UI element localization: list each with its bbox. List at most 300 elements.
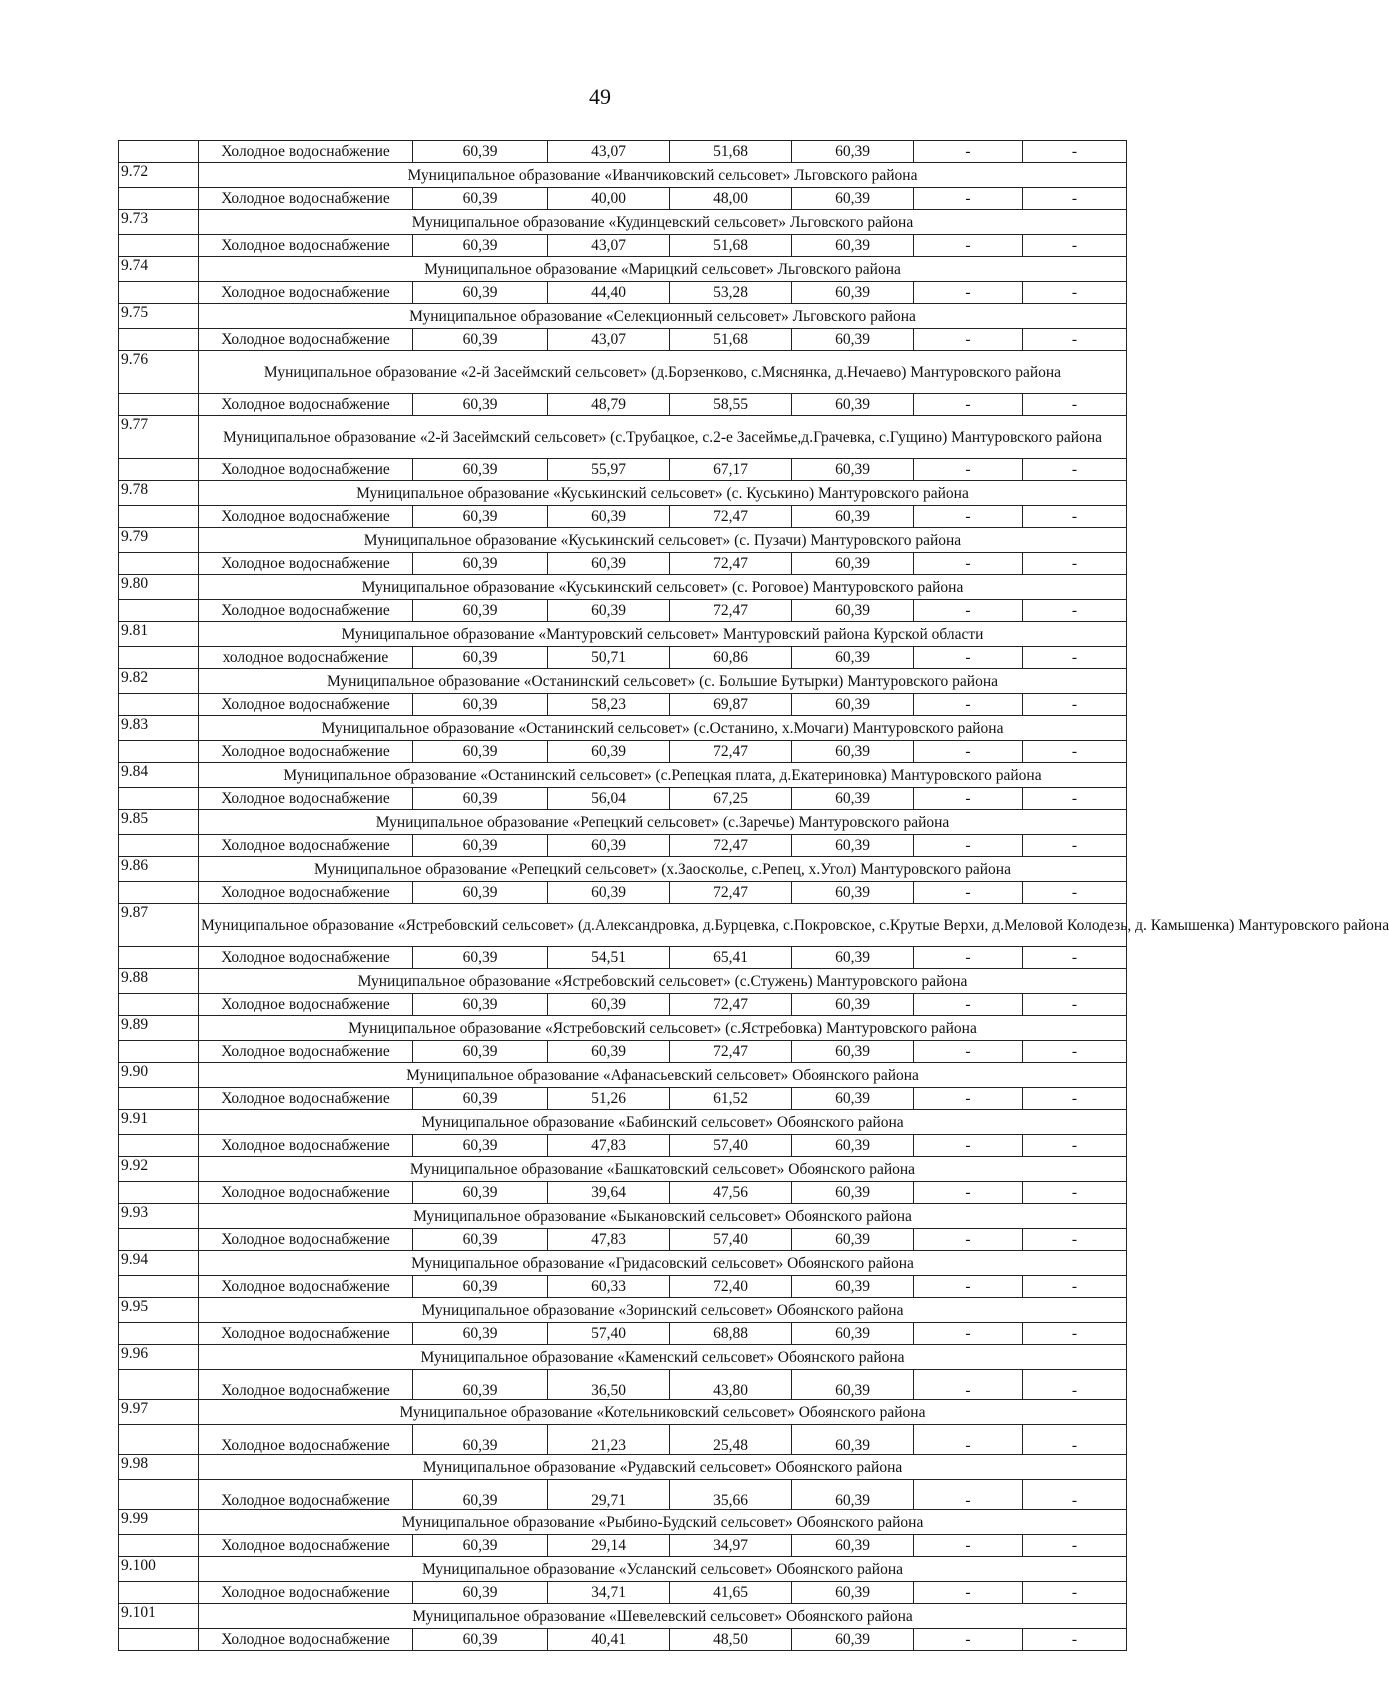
municipality-title: Муниципальное образование «Репецкий сельсовет» (х.Заосколье, с.Репец, х.Угол) Мантуровского района — [199, 857, 1127, 882]
section-number: 9.98 — [119, 1455, 199, 1480]
section-number: 9.91 — [119, 1110, 199, 1135]
section-title-row — [119, 1063, 1127, 1088]
tariff-value-cell: 60,39 — [792, 394, 914, 416]
dash-cell: - — [1023, 141, 1127, 163]
service-row — [119, 235, 1127, 257]
empty-number-cell — [119, 553, 199, 575]
service-name-cell: Холодное водоснабжение — [199, 459, 413, 481]
section-title-row — [119, 1157, 1127, 1182]
dash-cell: - — [914, 1276, 1023, 1298]
tariff-value-cell: 60,39 — [792, 1182, 914, 1204]
section-number: 9.87 — [119, 904, 199, 947]
municipality-title: Муниципальное образование «Усланский сельсовет» Обоянского района — [199, 1557, 1127, 1582]
section-number: 9.73 — [119, 210, 199, 235]
tariff-value-cell: 60,39 — [792, 1370, 914, 1400]
tariff-value-cell: 35,66 — [670, 1480, 792, 1510]
section-title-row — [119, 622, 1127, 647]
service-name-cell: Холодное водоснабжение — [199, 329, 413, 351]
municipality-title: Муниципальное образование «Афанасьевский сельсовет» Обоянского района — [199, 1063, 1127, 1088]
service-name-cell: Холодное водоснабжение — [199, 1182, 413, 1204]
section-number: 9.79 — [119, 528, 199, 553]
tariff-value-cell: 60,39 — [792, 947, 914, 969]
tariff-value-cell: 48,00 — [670, 188, 792, 210]
municipality-title: Муниципальное образование «2-й Засеймский сельсовет» (с.Трубацкое, с.2-е Засеймье,д.Грачевка, с.Гущино) Мантуровского района — [199, 416, 1127, 459]
dash-cell: - — [1023, 188, 1127, 210]
tariff-value-cell: 60,39 — [413, 1480, 548, 1510]
empty-number-cell — [119, 694, 199, 716]
empty-number-cell — [119, 1370, 199, 1400]
service-row — [119, 1276, 1127, 1298]
tariff-value-cell: 60,86 — [670, 647, 792, 669]
tariff-value-cell: 60,39 — [413, 506, 548, 528]
tariff-value-cell: 60,39 — [548, 741, 670, 763]
tariff-value-cell: 54,51 — [548, 947, 670, 969]
section-title-row — [119, 1204, 1127, 1229]
tariff-value-cell: 60,39 — [413, 600, 548, 622]
municipality-title: Муниципальное образование «Кудинцевский сельсовет» Льговского района — [199, 210, 1127, 235]
dash-cell: - — [1023, 1535, 1127, 1557]
dash-cell: - — [1023, 235, 1127, 257]
dash-cell: - — [1023, 1582, 1127, 1604]
dash-cell: - — [914, 1370, 1023, 1400]
tariff-value-cell: 60,39 — [792, 994, 914, 1016]
municipality-title: Муниципальное образование «Мантуровский сельсовет» Мантуровский района Курской области — [199, 622, 1127, 647]
tariff-value-cell: 40,41 — [548, 1629, 670, 1651]
municipality-title: Муниципальное образование «Зоринский сельсовет» Обоянского района — [199, 1298, 1127, 1323]
tariff-value-cell: 60,39 — [792, 1425, 914, 1455]
dash-cell: - — [914, 647, 1023, 669]
tariff-value-cell: 60,39 — [413, 1088, 548, 1110]
tariff-value-cell: 48,50 — [670, 1629, 792, 1651]
tariff-value-cell: 60,39 — [792, 141, 914, 163]
section-title-row — [119, 810, 1127, 835]
section-number: 9.92 — [119, 1157, 199, 1182]
service-name-cell: Холодное водоснабжение — [199, 1535, 413, 1557]
service-name-cell: Холодное водоснабжение — [199, 141, 413, 163]
service-row — [119, 694, 1127, 716]
tariff-value-cell: 25,48 — [670, 1425, 792, 1455]
tariff-value-cell: 53,28 — [670, 282, 792, 304]
tariff-value-cell: 34,97 — [670, 1535, 792, 1557]
tariff-value-cell: 39,64 — [548, 1182, 670, 1204]
municipality-title: Муниципальное образование «Котельниковский сельсовет» Обоянского района — [199, 1400, 1127, 1425]
municipality-title: Муниципальное образование «Шевелевский сельсовет» Обоянского района — [199, 1604, 1127, 1629]
dash-cell: - — [1023, 994, 1127, 1016]
service-name-cell: Холодное водоснабжение — [199, 882, 413, 904]
section-title-row — [119, 1298, 1127, 1323]
tariff-value-cell: 60,39 — [792, 1629, 914, 1651]
municipality-title: Муниципальное образование «Каменский сельсовет» Обоянского района — [199, 1345, 1127, 1370]
tariff-value-cell: 60,39 — [413, 1276, 548, 1298]
municipality-title: Муниципальное образование «Селекционный сельсовет» Льговского района — [199, 304, 1127, 329]
service-name-cell: Холодное водоснабжение — [199, 1582, 413, 1604]
tariff-value-cell: 60,39 — [792, 1041, 914, 1063]
section-number: 9.94 — [119, 1251, 199, 1276]
dash-cell: - — [1023, 788, 1127, 810]
tariff-value-cell: 60,39 — [548, 835, 670, 857]
section-number: 9.84 — [119, 763, 199, 788]
tariff-value-cell: 60,39 — [413, 329, 548, 351]
section-title-row — [119, 1557, 1127, 1582]
tariff-value-cell: 40,00 — [548, 188, 670, 210]
dash-cell: - — [1023, 947, 1127, 969]
service-row — [119, 1135, 1127, 1157]
municipality-title: Муниципальное образование «Ястребовский сельсовет» (с.Стужень) Мантуровского района — [199, 969, 1127, 994]
service-name-cell: Холодное водоснабжение — [199, 553, 413, 575]
municipality-title: Муниципальное образование «Останинский сельсовет» (с.Останино, х.Мочаги) Мантуровского района — [199, 716, 1127, 741]
tariff-value-cell: 47,83 — [548, 1229, 670, 1251]
tariff-value-cell: 60,39 — [792, 506, 914, 528]
tariff-value-cell: 21,23 — [548, 1425, 670, 1455]
section-number: 9.76 — [119, 351, 199, 394]
section-title-row — [119, 575, 1127, 600]
tariff-value-cell: 47,83 — [548, 1135, 670, 1157]
dash-cell: - — [1023, 1182, 1127, 1204]
tariff-value-cell: 60,33 — [548, 1276, 670, 1298]
tariff-value-cell: 60,39 — [413, 788, 548, 810]
dash-cell: - — [914, 1425, 1023, 1455]
tariff-value-cell: 61,52 — [670, 1088, 792, 1110]
dash-cell: - — [1023, 741, 1127, 763]
tariff-value-cell: 58,23 — [548, 694, 670, 716]
tariff-value-cell: 60,39 — [792, 1229, 914, 1251]
tariff-value-cell: 72,47 — [670, 1041, 792, 1063]
tariff-value-cell: 72,47 — [670, 994, 792, 1016]
section-title-row — [119, 163, 1127, 188]
service-row — [119, 882, 1127, 904]
dash-cell: - — [1023, 1135, 1127, 1157]
empty-number-cell — [119, 1582, 199, 1604]
municipality-title: Муниципальное образование «Останинский сельсовет» (с. Большие Бутырки) Мантуровского района — [199, 669, 1127, 694]
tariff-value-cell: 44,40 — [548, 282, 670, 304]
tariff-value-cell: 60,39 — [413, 394, 548, 416]
tariff-value-cell: 60,39 — [792, 600, 914, 622]
dash-cell: - — [1023, 600, 1127, 622]
service-row — [119, 1088, 1127, 1110]
dash-cell: - — [914, 1480, 1023, 1510]
service-row — [119, 329, 1127, 351]
tariff-value-cell: 67,17 — [670, 459, 792, 481]
empty-number-cell — [119, 1182, 199, 1204]
dash-cell: - — [1023, 1323, 1127, 1345]
tariff-value-cell: 57,40 — [548, 1323, 670, 1345]
service-row — [119, 506, 1127, 528]
service-row — [119, 741, 1127, 763]
tariff-value-cell: 60,39 — [413, 1182, 548, 1204]
dash-cell: - — [914, 1582, 1023, 1604]
tariff-value-cell: 60,39 — [413, 1582, 548, 1604]
tariff-value-cell: 60,39 — [792, 694, 914, 716]
section-number: 9.89 — [119, 1016, 199, 1041]
municipality-title: Муниципальное образование «Башкатовский сельсовет» Обоянского района — [199, 1157, 1127, 1182]
section-title-row — [119, 257, 1127, 282]
tariff-value-cell: 60,39 — [792, 235, 914, 257]
tariff-value-cell: 72,47 — [670, 882, 792, 904]
section-number: 9.93 — [119, 1204, 199, 1229]
section-title-row — [119, 481, 1127, 506]
section-number: 9.82 — [119, 669, 199, 694]
municipality-title: Муниципальное образование «Ястребовский сельсовет» (с.Ястребовка) Мантуровского района — [199, 1016, 1127, 1041]
empty-number-cell — [119, 1425, 199, 1455]
section-title-row — [119, 1345, 1127, 1370]
empty-number-cell — [119, 506, 199, 528]
tariff-value-cell: 60,39 — [413, 1629, 548, 1651]
dash-cell: - — [914, 506, 1023, 528]
service-row — [119, 553, 1127, 575]
section-number: 9.99 — [119, 1510, 199, 1535]
tariff-value-cell: 51,68 — [670, 141, 792, 163]
dash-cell: - — [1023, 282, 1127, 304]
tariff-value-cell: 43,07 — [548, 329, 670, 351]
empty-number-cell — [119, 394, 199, 416]
dash-cell: - — [1023, 1480, 1127, 1510]
dash-cell: - — [914, 788, 1023, 810]
municipality-title: Муниципальное образование «Куськинский сельсовет» (с. Пузачи) Мантуровского района — [199, 528, 1127, 553]
tariff-value-cell: 60,39 — [413, 1135, 548, 1157]
dash-cell: - — [1023, 1041, 1127, 1063]
service-name-cell: Холодное водоснабжение — [199, 694, 413, 716]
tariff-value-cell: 60,39 — [413, 553, 548, 575]
service-name-cell: Холодное водоснабжение — [199, 741, 413, 763]
dash-cell: - — [914, 459, 1023, 481]
service-row — [119, 600, 1127, 622]
section-title-row — [119, 210, 1127, 235]
service-name-cell: Холодное водоснабжение — [199, 506, 413, 528]
tariff-value-cell: 60,39 — [792, 882, 914, 904]
dash-cell: - — [1023, 1370, 1127, 1400]
empty-number-cell — [119, 1276, 199, 1298]
dash-cell: - — [914, 994, 1023, 1016]
service-row — [119, 1425, 1127, 1455]
service-name-cell: Холодное водоснабжение — [199, 1480, 413, 1510]
empty-number-cell — [119, 282, 199, 304]
tariff-value-cell: 60,39 — [413, 1041, 548, 1063]
dash-cell: - — [914, 553, 1023, 575]
dash-cell: - — [914, 600, 1023, 622]
empty-number-cell — [119, 1041, 199, 1063]
service-row — [119, 394, 1127, 416]
tariff-value-cell: 65,41 — [670, 947, 792, 969]
tariff-value-cell: 60,39 — [413, 947, 548, 969]
dash-cell: - — [1023, 1425, 1127, 1455]
section-title-row — [119, 857, 1127, 882]
section-number: 9.77 — [119, 416, 199, 459]
empty-number-cell — [119, 1088, 199, 1110]
tariff-value-cell: 60,39 — [413, 235, 548, 257]
dash-cell: - — [914, 882, 1023, 904]
service-row — [119, 141, 1127, 163]
dash-cell: - — [1023, 835, 1127, 857]
tariff-value-cell: 43,80 — [670, 1370, 792, 1400]
tariff-value-cell: 29,71 — [548, 1480, 670, 1510]
section-number: 9.78 — [119, 481, 199, 506]
dash-cell: - — [914, 1535, 1023, 1557]
tariff-value-cell: 36,50 — [548, 1370, 670, 1400]
municipality-title: Муниципальное образование «Быкановский сельсовет» Обоянского района — [199, 1204, 1127, 1229]
tariff-value-cell: 60,39 — [792, 741, 914, 763]
tariff-value-cell: 57,40 — [670, 1229, 792, 1251]
tariff-value-cell: 60,39 — [548, 1041, 670, 1063]
municipality-title: Муниципальное образование «Ястребовский сельсовет» (д.Александровка, д.Бурцевка, с.Покровское, с.Крутые Верхи, д.Меловой Колодезь, д. Камышенка) Мантуровского района — [199, 904, 1127, 947]
tariff-value-cell: 69,87 — [670, 694, 792, 716]
dash-cell: - — [914, 1041, 1023, 1063]
tariff-value-cell: 43,07 — [548, 141, 670, 163]
dash-cell: - — [914, 394, 1023, 416]
tariff-value-cell: 60,39 — [548, 553, 670, 575]
tariff-value-cell: 47,56 — [670, 1182, 792, 1204]
empty-number-cell — [119, 1323, 199, 1345]
dash-cell: - — [914, 188, 1023, 210]
service-row — [119, 835, 1127, 857]
service-name-cell: Холодное водоснабжение — [199, 282, 413, 304]
service-row — [119, 1535, 1127, 1557]
tariff-value-cell: 60,39 — [413, 741, 548, 763]
tariff-value-cell: 60,39 — [413, 647, 548, 669]
tariff-value-cell: 60,39 — [548, 506, 670, 528]
section-number: 9.97 — [119, 1400, 199, 1425]
empty-number-cell — [119, 1135, 199, 1157]
municipality-title: Муниципальное образование «Останинский сельсовет» (с.Репецкая плата, д.Екатериновка) Мантуровского района — [199, 763, 1127, 788]
tariff-value-cell: 60,39 — [413, 282, 548, 304]
service-row — [119, 947, 1127, 969]
service-row — [119, 1229, 1127, 1251]
tariff-value-cell: 60,39 — [792, 1582, 914, 1604]
tariff-value-cell: 60,39 — [792, 835, 914, 857]
tariff-value-cell: 60,39 — [413, 835, 548, 857]
tariff-value-cell: 72,47 — [670, 741, 792, 763]
section-title-row — [119, 1110, 1127, 1135]
service-name-cell: холодное водоснабжение — [199, 647, 413, 669]
tariff-value-cell: 48,79 — [548, 394, 670, 416]
tariff-value-cell: 60,39 — [548, 994, 670, 1016]
dash-cell: - — [1023, 882, 1127, 904]
service-row — [119, 1182, 1127, 1204]
tariff-value-cell: 72,47 — [670, 600, 792, 622]
tariff-value-cell: 34,71 — [548, 1582, 670, 1604]
empty-number-cell — [119, 1229, 199, 1251]
tariff-value-cell: 60,39 — [792, 1535, 914, 1557]
service-name-cell: Холодное водоснабжение — [199, 1041, 413, 1063]
section-title-row — [119, 528, 1127, 553]
dash-cell: - — [914, 141, 1023, 163]
section-title-row — [119, 1016, 1127, 1041]
tariff-value-cell: 58,55 — [670, 394, 792, 416]
municipality-title: Муниципальное образование «Репецкий сельсовет» (с.Заречье) Мантуровского района — [199, 810, 1127, 835]
service-name-cell: Холодное водоснабжение — [199, 947, 413, 969]
tariff-value-cell: 60,39 — [792, 329, 914, 351]
tariff-value-cell: 60,39 — [792, 553, 914, 575]
tariff-value-cell: 51,26 — [548, 1088, 670, 1110]
tariff-table — [118, 140, 1389, 1651]
tariff-value-cell: 60,39 — [413, 1370, 548, 1400]
service-name-cell: Холодное водоснабжение — [199, 1135, 413, 1157]
tariff-value-cell: 51,68 — [670, 235, 792, 257]
tariff-value-cell: 29,14 — [548, 1535, 670, 1557]
tariff-value-cell: 72,40 — [670, 1276, 792, 1298]
tariff-value-cell: 60,39 — [792, 188, 914, 210]
tariff-value-cell: 60,39 — [413, 1535, 548, 1557]
dash-cell: - — [914, 329, 1023, 351]
service-name-cell: Холодное водоснабжение — [199, 835, 413, 857]
dash-cell: - — [1023, 394, 1127, 416]
tariff-value-cell: 60,39 — [792, 1276, 914, 1298]
service-name-cell: Холодное водоснабжение — [199, 1323, 413, 1345]
service-name-cell: Холодное водоснабжение — [199, 1370, 413, 1400]
municipality-title: Муниципальное образование «2-й Засеймский сельсовет» (д.Борзенково, с.Мяснянка, д.Нечаево) Мантуровского района — [199, 351, 1127, 394]
service-row — [119, 1582, 1127, 1604]
section-number: 9.81 — [119, 622, 199, 647]
empty-number-cell — [119, 188, 199, 210]
dash-cell: - — [1023, 459, 1127, 481]
dash-cell: - — [914, 1323, 1023, 1345]
empty-number-cell — [119, 788, 199, 810]
empty-number-cell — [119, 600, 199, 622]
tariff-value-cell: 51,68 — [670, 329, 792, 351]
tariff-value-cell: 56,04 — [548, 788, 670, 810]
tariff-value-cell: 57,40 — [670, 1135, 792, 1157]
section-number: 9.100 — [119, 1557, 199, 1582]
dash-cell: - — [914, 1182, 1023, 1204]
service-row — [119, 994, 1127, 1016]
empty-number-cell — [119, 882, 199, 904]
section-number: 9.80 — [119, 575, 199, 600]
tariff-value-cell: 60,39 — [413, 141, 548, 163]
tariff-value-cell: 68,88 — [670, 1323, 792, 1345]
empty-number-cell — [119, 141, 199, 163]
tariff-value-cell: 60,39 — [792, 1135, 914, 1157]
section-title-row — [119, 669, 1127, 694]
tariff-value-cell: 60,39 — [413, 188, 548, 210]
service-name-cell: Холодное водоснабжение — [199, 1229, 413, 1251]
service-name-cell: Холодное водоснабжение — [199, 235, 413, 257]
tariff-value-cell: 60,39 — [792, 1088, 914, 1110]
section-number: 9.75 — [119, 304, 199, 329]
empty-number-cell — [119, 741, 199, 763]
dash-cell: - — [914, 235, 1023, 257]
tariff-value-cell: 60,39 — [548, 600, 670, 622]
section-title-row — [119, 904, 1127, 947]
service-row — [119, 188, 1127, 210]
dash-cell: - — [914, 947, 1023, 969]
tariff-value-cell: 60,39 — [413, 882, 548, 904]
dash-cell: - — [1023, 647, 1127, 669]
empty-number-cell — [119, 1629, 199, 1651]
tariff-value-cell: 41,65 — [670, 1582, 792, 1604]
service-name-cell: Холодное водоснабжение — [199, 394, 413, 416]
section-number: 9.86 — [119, 857, 199, 882]
dash-cell: - — [1023, 1088, 1127, 1110]
tariff-value-cell: 60,39 — [413, 1425, 548, 1455]
section-title-row — [119, 304, 1127, 329]
dash-cell: - — [914, 741, 1023, 763]
service-row — [119, 1370, 1127, 1400]
section-number: 9.101 — [119, 1604, 199, 1629]
tariff-value-cell: 60,39 — [792, 282, 914, 304]
municipality-title: Муниципальное образование «Куськинский сельсовет» (с. Куськино) Мантуровского района — [199, 481, 1127, 506]
service-name-cell: Холодное водоснабжение — [199, 1629, 413, 1651]
municipality-title: Муниципальное образование «Марицкий сельсовет» Льговского района — [199, 257, 1127, 282]
empty-number-cell — [119, 1480, 199, 1510]
service-row — [119, 1323, 1127, 1345]
dash-cell: - — [914, 1229, 1023, 1251]
tariff-value-cell: 55,97 — [548, 459, 670, 481]
section-title-row — [119, 1455, 1127, 1480]
section-title-row — [119, 1604, 1127, 1629]
section-number: 9.74 — [119, 257, 199, 282]
dash-cell: - — [914, 1088, 1023, 1110]
service-row — [119, 459, 1127, 481]
service-name-cell: Холодное водоснабжение — [199, 994, 413, 1016]
